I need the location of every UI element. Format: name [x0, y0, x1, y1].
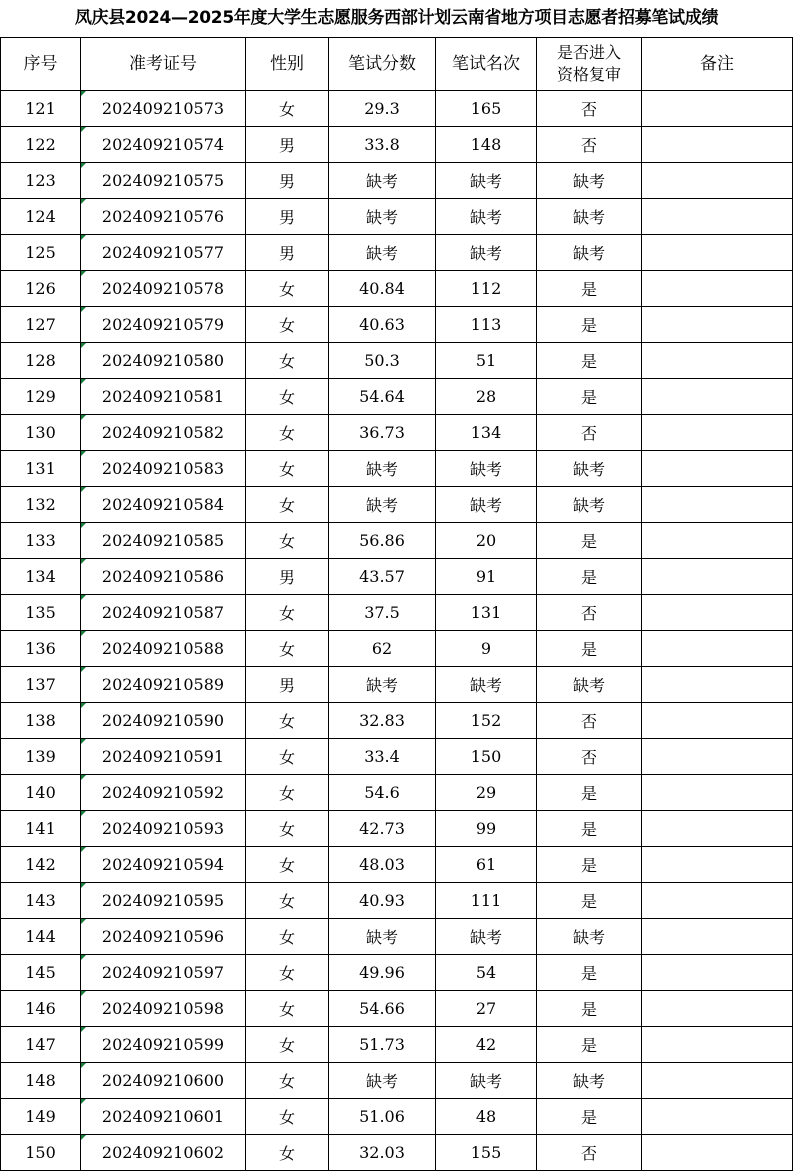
cell-exam-id: 202409210589: [81, 667, 246, 703]
cell-rank: 缺考: [436, 163, 537, 199]
cell-gender: 女: [246, 1063, 329, 1099]
cell-seq: 130: [1, 415, 81, 451]
table-row: [1, 1063, 793, 1099]
table-row: [1, 883, 793, 919]
cell-score: 缺考: [329, 1063, 436, 1099]
table-row: [1, 667, 793, 703]
table-row: [1, 415, 793, 451]
table-body: [1, 91, 793, 1171]
cell-note: [642, 1135, 793, 1171]
cell-review: 是: [537, 379, 642, 415]
cell-seq: 145: [1, 955, 81, 991]
cell-exam-id: 202409210588: [81, 631, 246, 667]
table-row: [1, 919, 793, 955]
cell-score: 62: [329, 631, 436, 667]
cell-seq: 131: [1, 451, 81, 487]
table-row: [1, 523, 793, 559]
cell-note: [642, 343, 793, 379]
cell-rank: 缺考: [436, 919, 537, 955]
cell-seq: 150: [1, 1135, 81, 1171]
cell-seq: 146: [1, 991, 81, 1027]
cell-seq: 129: [1, 379, 81, 415]
cell-review: 是: [537, 1099, 642, 1135]
cell-gender: 女: [246, 847, 329, 883]
cell-rank: 缺考: [436, 487, 537, 523]
table-row: [1, 739, 793, 775]
cell-note: [642, 235, 793, 271]
cell-exam-id: 202409210584: [81, 487, 246, 523]
table-row: [1, 775, 793, 811]
cell-gender: 女: [246, 883, 329, 919]
header-gender: 性别: [246, 38, 329, 91]
cell-rank: 9: [436, 631, 537, 667]
cell-seq: 122: [1, 127, 81, 163]
cell-score: 33.8: [329, 127, 436, 163]
cell-rank: 150: [436, 739, 537, 775]
cell-note: [642, 487, 793, 523]
table-row: [1, 1099, 793, 1135]
cell-note: [642, 883, 793, 919]
cell-rank: 42: [436, 1027, 537, 1063]
header-seq: 序号: [1, 38, 81, 91]
cell-review: 是: [537, 271, 642, 307]
cell-review: 是: [537, 559, 642, 595]
cell-review: 是: [537, 811, 642, 847]
cell-note: [642, 955, 793, 991]
cell-exam-id: 202409210576: [81, 199, 246, 235]
cell-exam-id: 202409210583: [81, 451, 246, 487]
header-rank: 笔试名次: [436, 38, 537, 91]
cell-score: 缺考: [329, 919, 436, 955]
cell-review: 是: [537, 1027, 642, 1063]
cell-review: 缺考: [537, 487, 642, 523]
cell-note: [642, 739, 793, 775]
cell-note: [642, 595, 793, 631]
cell-note: [642, 199, 793, 235]
table-row: [1, 595, 793, 631]
cell-score: 缺考: [329, 667, 436, 703]
cell-exam-id: 202409210597: [81, 955, 246, 991]
cell-review: 否: [537, 91, 642, 127]
cell-exam-id: 202409210591: [81, 739, 246, 775]
cell-rank: 131: [436, 595, 537, 631]
cell-exam-id: 202409210574: [81, 127, 246, 163]
table-row: [1, 1027, 793, 1063]
cell-note: [642, 703, 793, 739]
cell-gender: 女: [246, 811, 329, 847]
cell-gender: 女: [246, 523, 329, 559]
cell-seq: 126: [1, 271, 81, 307]
cell-review: 否: [537, 127, 642, 163]
table-row: [1, 163, 793, 199]
cell-note: [642, 847, 793, 883]
cell-gender: 男: [246, 163, 329, 199]
cell-score: 50.3: [329, 343, 436, 379]
cell-score: 49.96: [329, 955, 436, 991]
cell-review: 是: [537, 775, 642, 811]
cell-seq: 141: [1, 811, 81, 847]
cell-rank: 152: [436, 703, 537, 739]
cell-score: 43.57: [329, 559, 436, 595]
cell-gender: 男: [246, 235, 329, 271]
table-row: [1, 703, 793, 739]
cell-score: 32.03: [329, 1135, 436, 1171]
cell-note: [642, 919, 793, 955]
table-row: [1, 487, 793, 523]
cell-seq: 125: [1, 235, 81, 271]
table-row: [1, 199, 793, 235]
cell-rank: 27: [436, 991, 537, 1027]
cell-seq: 121: [1, 91, 81, 127]
cell-note: [642, 271, 793, 307]
cell-score: 54.66: [329, 991, 436, 1027]
cell-score: 51.06: [329, 1099, 436, 1135]
cell-note: [642, 91, 793, 127]
cell-gender: 女: [246, 775, 329, 811]
cell-review: 缺考: [537, 451, 642, 487]
cell-exam-id: 202409210598: [81, 991, 246, 1027]
cell-note: [642, 811, 793, 847]
cell-exam-id: 202409210593: [81, 811, 246, 847]
cell-note: [642, 163, 793, 199]
table-row: [1, 847, 793, 883]
cell-seq: 144: [1, 919, 81, 955]
cell-review: 否: [537, 703, 642, 739]
cell-gender: 女: [246, 1135, 329, 1171]
cell-score: 40.93: [329, 883, 436, 919]
cell-gender: 女: [246, 307, 329, 343]
cell-gender: 女: [246, 739, 329, 775]
cell-exam-id: 202409210575: [81, 163, 246, 199]
cell-rank: 113: [436, 307, 537, 343]
cell-exam-id: 202409210601: [81, 1099, 246, 1135]
cell-gender: 女: [246, 1027, 329, 1063]
cell-score: 缺考: [329, 163, 436, 199]
cell-gender: 女: [246, 703, 329, 739]
table-row: [1, 307, 793, 343]
cell-exam-id: 202409210600: [81, 1063, 246, 1099]
table-row: [1, 451, 793, 487]
cell-gender: 女: [246, 487, 329, 523]
results-table: [0, 37, 793, 1171]
cell-rank: 165: [436, 91, 537, 127]
cell-gender: 女: [246, 1099, 329, 1135]
cell-rank: 缺考: [436, 1063, 537, 1099]
header-review: [537, 38, 642, 91]
cell-rank: 134: [436, 415, 537, 451]
cell-review: 缺考: [537, 667, 642, 703]
table-row: [1, 127, 793, 163]
cell-exam-id: 202409210581: [81, 379, 246, 415]
cell-note: [642, 1027, 793, 1063]
cell-score: 54.64: [329, 379, 436, 415]
cell-note: [642, 991, 793, 1027]
cell-note: [642, 451, 793, 487]
cell-score: 29.3: [329, 91, 436, 127]
cell-score: 缺考: [329, 199, 436, 235]
cell-rank: 缺考: [436, 199, 537, 235]
cell-note: [642, 667, 793, 703]
cell-score: 缺考: [329, 235, 436, 271]
cell-review: 是: [537, 631, 642, 667]
cell-review: 缺考: [537, 919, 642, 955]
cell-rank: 91: [436, 559, 537, 595]
cell-review: 是: [537, 991, 642, 1027]
cell-score: 36.73: [329, 415, 436, 451]
cell-exam-id: 202409210587: [81, 595, 246, 631]
cell-review: 是: [537, 847, 642, 883]
cell-exam-id: 202409210579: [81, 307, 246, 343]
cell-note: [642, 559, 793, 595]
table-row: [1, 271, 793, 307]
cell-seq: 133: [1, 523, 81, 559]
cell-score: 32.83: [329, 703, 436, 739]
cell-review: 缺考: [537, 1063, 642, 1099]
cell-seq: 128: [1, 343, 81, 379]
cell-review: 是: [537, 955, 642, 991]
cell-seq: 142: [1, 847, 81, 883]
cell-exam-id: 202409210592: [81, 775, 246, 811]
cell-review: 是: [537, 307, 642, 343]
cell-note: [642, 307, 793, 343]
cell-exam-id: 202409210586: [81, 559, 246, 595]
cell-exam-id: 202409210577: [81, 235, 246, 271]
cell-score: 缺考: [329, 451, 436, 487]
table-row: [1, 559, 793, 595]
cell-rank: 155: [436, 1135, 537, 1171]
cell-gender: 女: [246, 631, 329, 667]
cell-rank: 缺考: [436, 667, 537, 703]
cell-gender: 男: [246, 667, 329, 703]
header-review-line2: 资格复审: [556, 65, 621, 84]
table-row: [1, 811, 793, 847]
cell-score: 42.73: [329, 811, 436, 847]
cell-exam-id: 202409210594: [81, 847, 246, 883]
cell-review: 否: [537, 739, 642, 775]
cell-gender: 男: [246, 199, 329, 235]
cell-review: 是: [537, 883, 642, 919]
cell-note: [642, 415, 793, 451]
cell-seq: 132: [1, 487, 81, 523]
cell-review: 是: [537, 523, 642, 559]
cell-gender: 女: [246, 919, 329, 955]
cell-note: [642, 631, 793, 667]
cell-review: 否: [537, 415, 642, 451]
cell-seq: 138: [1, 703, 81, 739]
cell-exam-id: 202409210599: [81, 1027, 246, 1063]
table-row: [1, 343, 793, 379]
cell-review: 缺考: [537, 163, 642, 199]
cell-exam-id: 202409210595: [81, 883, 246, 919]
cell-score: 40.63: [329, 307, 436, 343]
cell-seq: 135: [1, 595, 81, 631]
cell-score: 缺考: [329, 487, 436, 523]
cell-rank: 20: [436, 523, 537, 559]
cell-exam-id: 202409210596: [81, 919, 246, 955]
header-score: 笔试分数: [329, 38, 436, 91]
cell-note: [642, 379, 793, 415]
cell-gender: 女: [246, 955, 329, 991]
cell-rank: 29: [436, 775, 537, 811]
cell-seq: 124: [1, 199, 81, 235]
cell-gender: 男: [246, 559, 329, 595]
cell-exam-id: 202409210573: [81, 91, 246, 127]
header-review-line1: 是否进入: [556, 43, 621, 62]
cell-exam-id: 202409210578: [81, 271, 246, 307]
cell-gender: 女: [246, 343, 329, 379]
cell-seq: 149: [1, 1099, 81, 1135]
table-row: [1, 955, 793, 991]
cell-note: [642, 1063, 793, 1099]
cell-score: 37.5: [329, 595, 436, 631]
cell-gender: 女: [246, 271, 329, 307]
cell-score: 40.84: [329, 271, 436, 307]
cell-review: 缺考: [537, 199, 642, 235]
cell-rank: 61: [436, 847, 537, 883]
cell-gender: 女: [246, 379, 329, 415]
cell-note: [642, 523, 793, 559]
cell-review: 缺考: [537, 235, 642, 271]
table-row: [1, 1135, 793, 1171]
cell-gender: 女: [246, 415, 329, 451]
cell-seq: 134: [1, 559, 81, 595]
cell-rank: 99: [436, 811, 537, 847]
table-row: [1, 991, 793, 1027]
cell-review: 是: [537, 343, 642, 379]
cell-exam-id: 202409210590: [81, 703, 246, 739]
cell-gender: 女: [246, 451, 329, 487]
cell-rank: 111: [436, 883, 537, 919]
table-row: [1, 631, 793, 667]
table-row: [1, 379, 793, 415]
cell-rank: 缺考: [436, 235, 537, 271]
cell-gender: 男: [246, 127, 329, 163]
cell-gender: 女: [246, 595, 329, 631]
header-note: 备注: [642, 38, 793, 91]
cell-score: 48.03: [329, 847, 436, 883]
cell-exam-id: 202409210582: [81, 415, 246, 451]
cell-rank: 112: [436, 271, 537, 307]
cell-seq: 137: [1, 667, 81, 703]
cell-gender: 女: [246, 991, 329, 1027]
table-header: [1, 38, 793, 91]
cell-rank: 148: [436, 127, 537, 163]
cell-seq: 123: [1, 163, 81, 199]
cell-rank: 54: [436, 955, 537, 991]
table-row: [1, 91, 793, 127]
cell-score: 56.86: [329, 523, 436, 559]
cell-score: 51.73: [329, 1027, 436, 1063]
cell-gender: 女: [246, 91, 329, 127]
cell-seq: 143: [1, 883, 81, 919]
cell-review: 否: [537, 595, 642, 631]
cell-rank: 缺考: [436, 451, 537, 487]
cell-note: [642, 127, 793, 163]
cell-note: [642, 775, 793, 811]
cell-seq: 147: [1, 1027, 81, 1063]
cell-seq: 139: [1, 739, 81, 775]
cell-exam-id: 202409210602: [81, 1135, 246, 1171]
cell-score: 54.6: [329, 775, 436, 811]
cell-seq: 127: [1, 307, 81, 343]
header-exam-id: 准考证号: [81, 38, 246, 91]
cell-exam-id: 202409210580: [81, 343, 246, 379]
page-title: 凤庆县2024—2025年度大学生志愿服务西部计划云南省地方项目志愿者招募笔试成绩: [74, 8, 719, 28]
table-row: [1, 235, 793, 271]
cell-rank: 48: [436, 1099, 537, 1135]
header-row: [1, 38, 793, 91]
cell-exam-id: 202409210585: [81, 523, 246, 559]
cell-rank: 28: [436, 379, 537, 415]
cell-seq: 136: [1, 631, 81, 667]
cell-note: [642, 1099, 793, 1135]
cell-seq: 140: [1, 775, 81, 811]
cell-seq: 148: [1, 1063, 81, 1099]
cell-score: 33.4: [329, 739, 436, 775]
cell-review: 否: [537, 1135, 642, 1171]
cell-rank: 51: [436, 343, 537, 379]
